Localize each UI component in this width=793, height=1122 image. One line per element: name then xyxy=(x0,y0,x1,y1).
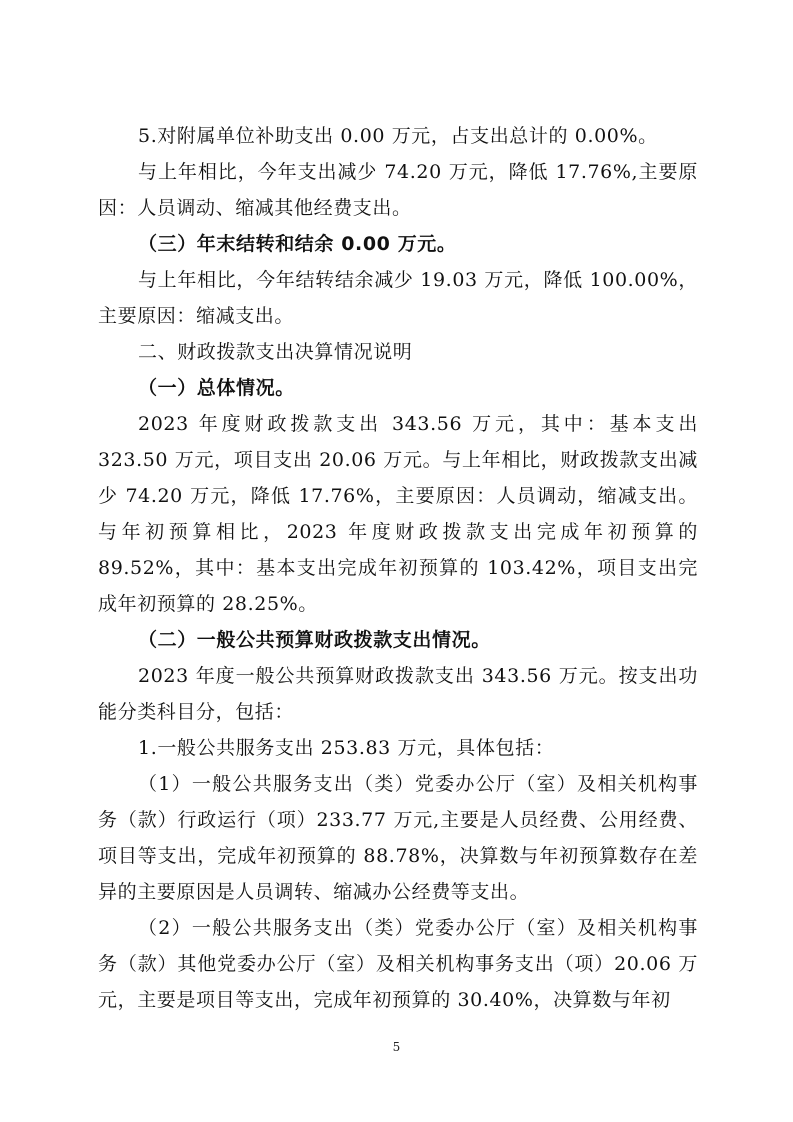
heading-overall-situation: （一）总体情况。 xyxy=(138,377,295,399)
paragraph-overall-details: 2023 年度财政拨款支出 343.56 万元，其中：基本支出 323.50 万元，项目支出 20.06 万元。与上年相比，财政拨款支出减少 74.20 万元，降低 17.76%，主要原因：人员调动，缩减支出。与年初预算相比，2023 年度财政拨款支出完成年初预算的 89.52%，其中：基本支出完成年初预算的 103.42%，项目支出完成年初预算的 28.25%。 xyxy=(98,413,698,615)
paragraph-subsidy-expense: 5.对附属单位补助支出 0.00 万元，占支出总计的 0.00%。 xyxy=(138,125,658,147)
paragraph-expense-comparison: 与上年相比，今年支出减少 74.20 万元，降低 17.76%,主要原因：人员调动、缩减其他经费支出。 xyxy=(98,161,698,219)
paragraph-item-1: （1）一般公共服务支出（类）党委办公厅（室）及相关机构事务（款）行政运行（项）233.77 万元,主要是人员经费、公用经费、项目等支出，完成年初预算的 88.78%，决算数与年初预算数存在差异的主要原因是人员调转、缩减办公经费等支出。 xyxy=(98,773,698,903)
heading-section-two: 二、财政拨款支出决算情况说明 xyxy=(138,341,413,363)
heading-year-end-balance: （三）年末结转和结余 0.00 万元。 xyxy=(138,233,457,255)
paragraph-item-2: （2）一般公共服务支出（类）党委办公厅（室）及相关机构事务（款）其他党委办公厅（室）及相关机构事务支出（项）20.06 万元，主要是项目等支出，完成年初预算的 30.40%，决算数与年初 xyxy=(98,917,698,1011)
paragraph-public-service: 1.一般公共服务支出 253.83 万元，具体包括： xyxy=(138,737,555,759)
paragraph-general-budget-details: 2023 年度一般公共预算财政拨款支出 343.56 万元。按支出功能分类科目分，包括： xyxy=(98,665,698,723)
heading-general-budget: （二）一般公共预算财政拨款支出情况。 xyxy=(138,629,491,651)
page-number: 5 xyxy=(392,1040,401,1054)
paragraph-balance-comparison: 与上年相比，今年结转结余减少 19.03 万元，降低 100.00%，主要原因：缩减支出。 xyxy=(98,269,698,327)
